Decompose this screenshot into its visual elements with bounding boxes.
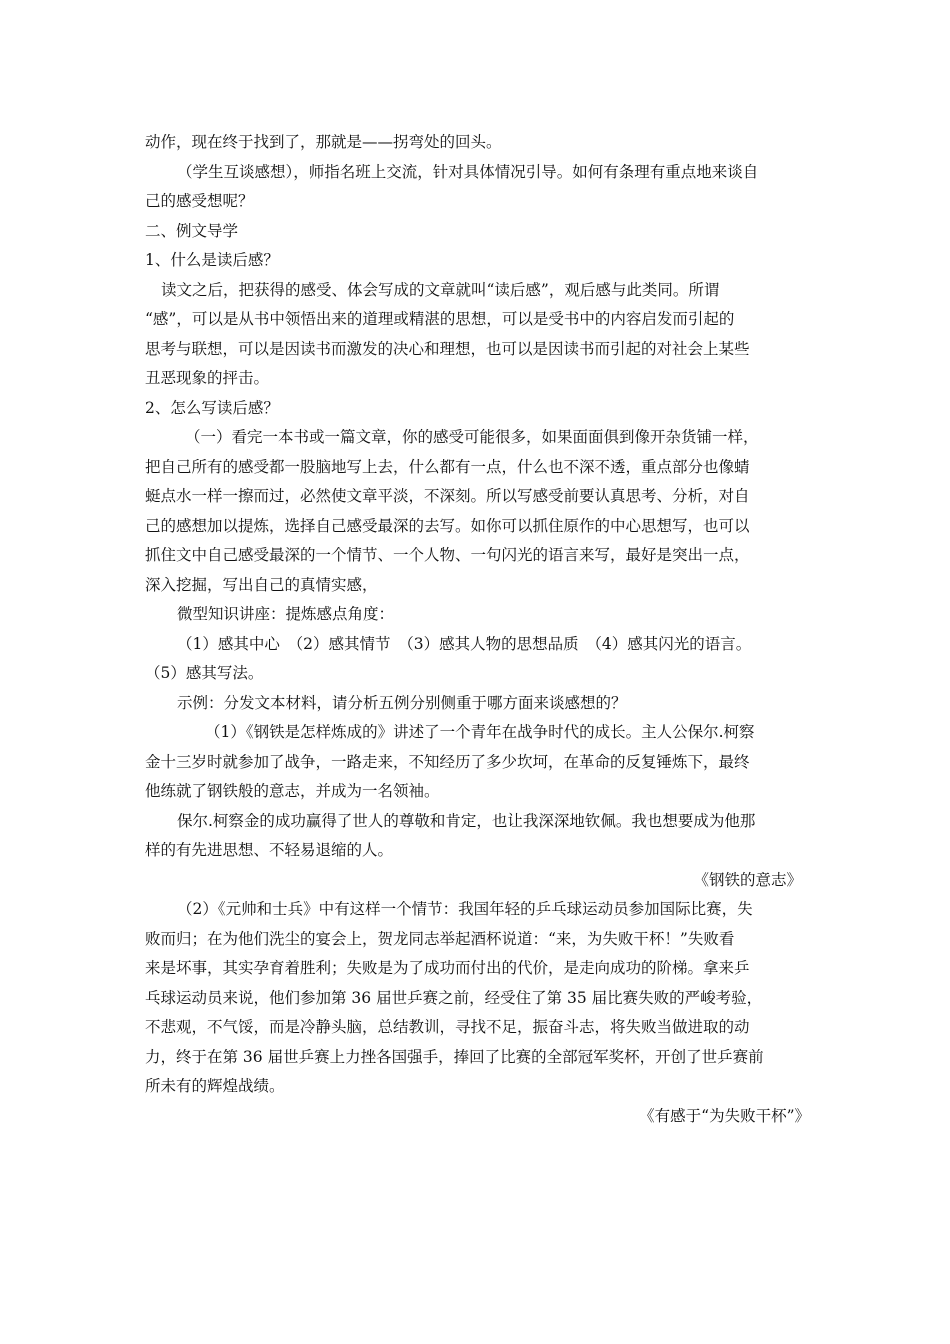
paragraph-line: 己的感想加以提炼，选择自己感受最深的去写。如你可以抓住原作的中心思想写，也可以: [145, 516, 750, 535]
section-heading: 二、例文导学: [145, 221, 239, 240]
paragraph-line: （学生互谈感想），师指名班上交流，针对具体情况引导。如何有条理有重点地来谈自: [177, 162, 759, 181]
example-line: 来是坏事，其实孕育着胜利；失败是为了成功而付出的代价，是走向成功的阶梯。拿来乒: [145, 959, 750, 977]
example-line: （1）《钢铁是怎样炼成的》讲述了一个青年在战争时代的成长。主人公保尔.柯察: [205, 723, 755, 741]
paragraph-line: 抓住文中自己感受最深的一个情节、一个人物、一句闪光的语言来写，最好是突出一点，: [145, 546, 750, 564]
sub-heading: 2、怎么写读后感？: [145, 398, 279, 417]
example-line: （2）《元帅和士兵》中有这样一个情节：我国年轻的乒乓球运动员参加国际比赛，失: [177, 900, 753, 918]
paragraph-line: 思考与联想，可以是因读书而激发的决心和理想，也可以是因读书而引起的对社会上某些: [145, 339, 750, 358]
paragraph-line: 把自己所有的感受都一股脑地写上去，什么都有一点，什么也不深不透，重点部分也像蜻: [145, 457, 750, 476]
example-line: 乓球运动员来说，他们参加第 36 届世乒赛之前，经受住了第 35 届比赛失败的严峻考验，: [145, 988, 763, 1007]
example-line: 所未有的辉煌战绩。: [145, 1077, 285, 1095]
example-title: 《钢铁的意志》: [693, 870, 802, 889]
paragraph-line: （一）看完一本书或一篇文章，你的感受可能很多，如果面面俱到像开杂货铺一样，: [185, 428, 759, 446]
lecture-heading: 微型知识讲座：提炼感点角度：: [177, 605, 395, 623]
angle-list: （1）感其中心 （2）感其情节 （3）感其人物的思想品质 （4）感其闪光的语言。: [177, 634, 752, 653]
paragraph-line: 读文之后，把获得的感受、体会写成的文章就叫“读后感”，观后感与此类同。所谓: [161, 280, 720, 299]
example-prompt: 示例：分发文本材料，请分析五例分别侧重于哪方面来谈感想的？: [177, 693, 627, 712]
example-line: 力，终于在第 36 届世乒赛上力挫各国强手，捧回了比赛的全部冠军奖杯，开创了世乒赛前: [145, 1047, 764, 1066]
example-line: 样的有先进思想、不轻易退缩的人。: [145, 841, 394, 859]
example-title: 《有感于“为失败干杯”》: [639, 1106, 810, 1125]
angle-list: （5）感其写法。: [145, 664, 264, 682]
document-body: [145, 128, 810, 1131]
paragraph-line: 己的感受想呢？: [145, 192, 254, 210]
example-line: 金十三岁时就参加了战争，一路走来，不知经历了多少坎坷，在革命的反复锤炼下，最终: [145, 752, 750, 771]
example-line: 保尔.柯察金的成功赢得了世人的尊敬和肯定，也让我深深地钦佩。我也想要成为他那: [177, 811, 756, 830]
paragraph-line: “感”，可以是从书中领悟出来的道理或精湛的思想，可以是受书中的内容启发而引起的: [145, 310, 735, 328]
example-line: 他练就了钢铁般的意志，并成为一名领袖。: [145, 782, 440, 800]
paragraph-line: 动作，现在终于找到了，那就是——拐弯处的回头。: [145, 133, 502, 151]
paragraph-line: 蜓点水一样一擦而过，必然使文章平淡，不深刻。所以写感受前要认真思考、分析，对自: [145, 487, 750, 505]
sub-heading: 1、什么是读后感？: [145, 251, 279, 269]
paragraph-line: 丑恶现象的抨击。: [145, 369, 270, 387]
paragraph-line: 深入挖掘，写出自己的真情实感，: [145, 575, 378, 594]
example-line: 不悲观，不气馁，而是冷静头脑，总结教训，寻找不足，振奋斗志，将失败当做进取的动: [145, 1018, 750, 1036]
example-line: 败而归；在为他们洗尘的宴会上，贺龙同志举起酒杯说道：“来，为失败干杯！”失败看: [145, 929, 735, 948]
